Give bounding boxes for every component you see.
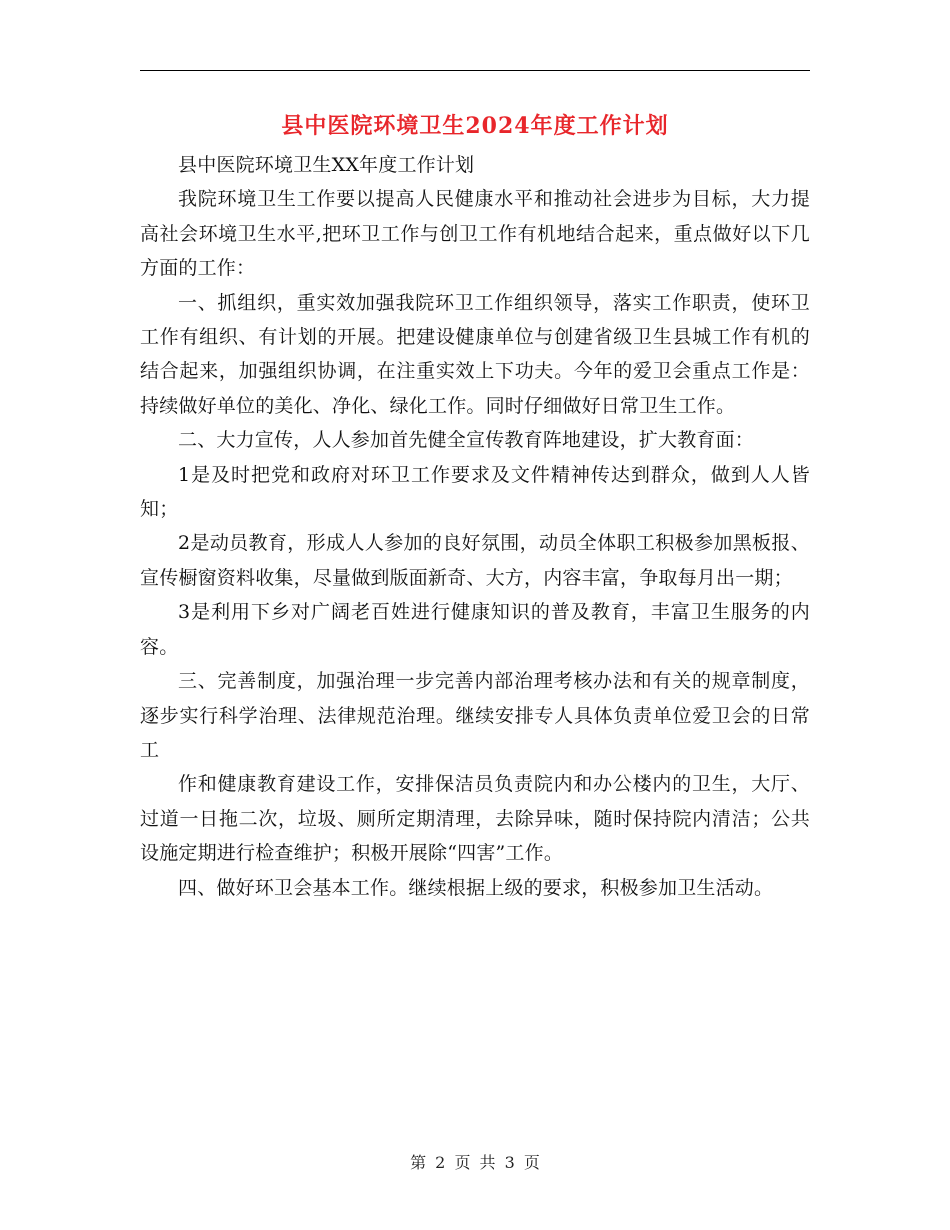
paragraph-section-3-cont: 作和健康教育建设工作，安排保洁员负责院内和办公楼内的卫生，大厅、过道一日拖二次，垃圾、厕所定期清理，去除异味，随时保持院内清洁；公共设施定期进行检查维护；积极开展除“四害”工作。 bbox=[140, 773, 810, 865]
paragraph-section-2: 二、大力宣传，人人参加首先健全宣传教育阵地建设，扩大教育面： bbox=[178, 429, 755, 452]
paragraph-item-2: 2是动员教育，形成人人参加的良好氛围，动员全体职工积极参加黑板报、宣传橱窗资料收集，尽量做到版面新奇、大方，内容丰富，争取每月出一期； bbox=[140, 532, 810, 589]
document-body bbox=[140, 148, 810, 905]
paragraph-subtitle: 县中医院环境卫生XX年度工作计划 bbox=[178, 154, 475, 176]
page-footer: 第 2 页 共 3 页 bbox=[410, 1153, 540, 1172]
paragraph-item-1: 1是及时把党和政府对环卫工作要求及文件精神传达到群众，做到人人皆知； bbox=[140, 463, 810, 521]
header-rule bbox=[140, 70, 810, 71]
document-title: 县中医院环境卫生2024年度工作计划 bbox=[281, 113, 669, 139]
paragraph-section-1: 一、抓组织，重实效加强我院环卫工作组织领导，落实工作职责，使环卫工作有组织、有计划的开展。把建设健康单位与创建省级卫生县城工作有机的结合起来，加强组织协调，在注重实效上下功夫。今年的爱卫会重点工作是：持续做好单位的美化、净化、绿化工作。同时仔细做好日常卫生工作。 bbox=[140, 291, 810, 417]
paragraph-section-4: 四、做好环卫会基本工作。继续根据上级的要求，积极参加卫生活动。 bbox=[178, 876, 774, 899]
paragraph-section-3: 三、完善制度，加强治理一步完善内部治理考核办法和有关的规章制度，逐步实行科学治理、法律规范治理。继续安排专人具体负责单位爱卫会的日常工 bbox=[140, 670, 810, 761]
paragraph-intro: 我院环境卫生工作要以提高人民健康水平和推动社会进步为目标，大力提高社会环境卫生水平,把环卫工作与创卫工作有机地结合起来，重点做好以下几方面的工作： bbox=[140, 188, 810, 280]
paragraph-item-3: 3是利用下乡对广阔老百姓进行健康知识的普及教育，丰富卫生服务的内容。 bbox=[140, 601, 810, 658]
